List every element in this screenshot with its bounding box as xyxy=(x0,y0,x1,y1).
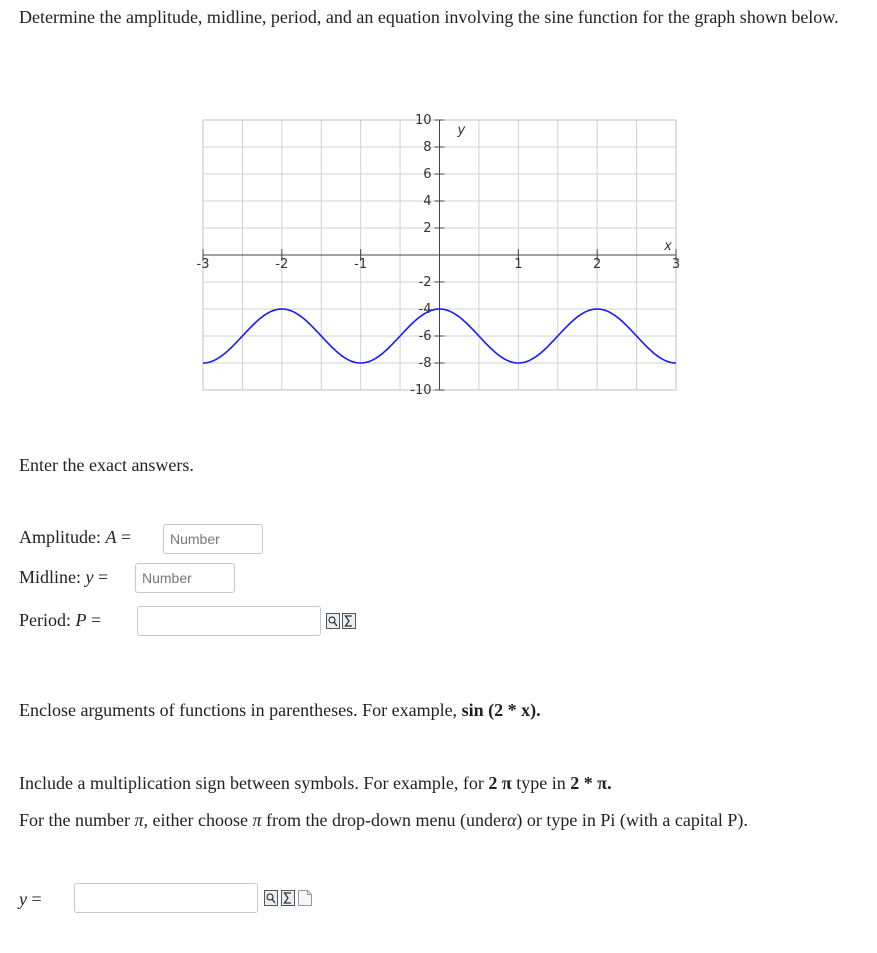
amplitude-label xyxy=(19,523,131,551)
pi-text-3: from the drop-down menu (under xyxy=(266,810,507,830)
y-tick-label: 4 xyxy=(423,194,432,209)
enclose-example: sin (2 * x). xyxy=(461,700,541,720)
pi-note xyxy=(19,806,748,834)
amplitude-input[interactable] xyxy=(163,524,263,554)
period-eq: = xyxy=(91,610,102,630)
x-tick-label: 1 xyxy=(514,257,523,272)
mult-symbol: 2 π xyxy=(488,773,512,793)
equation-editor-icon[interactable] xyxy=(342,613,356,629)
y-tick-label: -8 xyxy=(418,356,432,371)
y-tick-label: 6 xyxy=(423,167,432,182)
enclose-text: Enclose arguments of functions in parentheses. For example, xyxy=(19,700,458,720)
midline-label-text: Midline: xyxy=(19,567,81,587)
y-tick-label: 10 xyxy=(414,113,432,128)
y-axis-label: y xyxy=(457,123,466,138)
x-tick-label: 3 xyxy=(671,257,681,272)
alpha-symbol: α xyxy=(506,810,517,830)
y-tick-label: 8 xyxy=(423,140,432,155)
pi-text-4: ) or type in Pi (with a capital P). xyxy=(516,810,748,830)
x-tick-label: -3 xyxy=(196,257,210,272)
pi-symbol: π, xyxy=(134,810,149,830)
period-label-text: Period: xyxy=(19,610,71,630)
exact-answers-note: Enter the exact answers. xyxy=(19,455,194,475)
mult-example: 2 * π. xyxy=(570,773,612,793)
equation-editor-icon[interactable] xyxy=(281,890,295,906)
period-label xyxy=(19,606,101,634)
sine-graph xyxy=(180,112,700,402)
equation-eq: = xyxy=(31,889,42,909)
midline-var: y xyxy=(85,567,94,587)
multiplication-note xyxy=(19,769,612,797)
x-tick-label: -1 xyxy=(354,257,368,272)
x-axis-label: x xyxy=(664,239,672,254)
y-tick-label: -4 xyxy=(418,302,432,317)
amplitude-eq: = xyxy=(121,527,132,547)
equation-var: y xyxy=(19,889,27,909)
enclose-note xyxy=(19,696,541,724)
help-icon[interactable] xyxy=(298,890,312,906)
y-tick-label: -2 xyxy=(418,275,432,290)
mult-type: type in xyxy=(516,773,566,793)
preview-icon[interactable] xyxy=(326,613,340,629)
midline-label xyxy=(19,563,108,591)
period-input[interactable] xyxy=(137,606,321,636)
pi-text-2: either choose xyxy=(152,810,248,830)
equation-input[interactable] xyxy=(74,883,258,913)
pi-symbol-2: π xyxy=(252,810,262,830)
mult-text: Include a multiplication sign between symbols. For example, for xyxy=(19,773,484,793)
period-var: P xyxy=(75,610,87,630)
preview-icon[interactable] xyxy=(264,890,278,906)
equation-label xyxy=(19,885,42,913)
midline-eq: = xyxy=(98,567,109,587)
amplitude-label-text: Amplitude: xyxy=(19,527,101,547)
y-tick-label: -6 xyxy=(418,329,432,344)
x-tick-label: 2 xyxy=(593,257,602,272)
y-tick-label: -10 xyxy=(410,383,432,398)
axes xyxy=(203,120,676,390)
pi-text-1: For the number xyxy=(19,810,130,830)
midline-input[interactable] xyxy=(135,563,235,593)
x-tick-label: -2 xyxy=(275,257,289,272)
y-tick-label: 2 xyxy=(423,221,432,236)
amplitude-var: A xyxy=(105,527,117,547)
question-text: Determine the amplitude, midline, period, and an equation involving the sine function for the graph shown below. xyxy=(19,7,839,27)
